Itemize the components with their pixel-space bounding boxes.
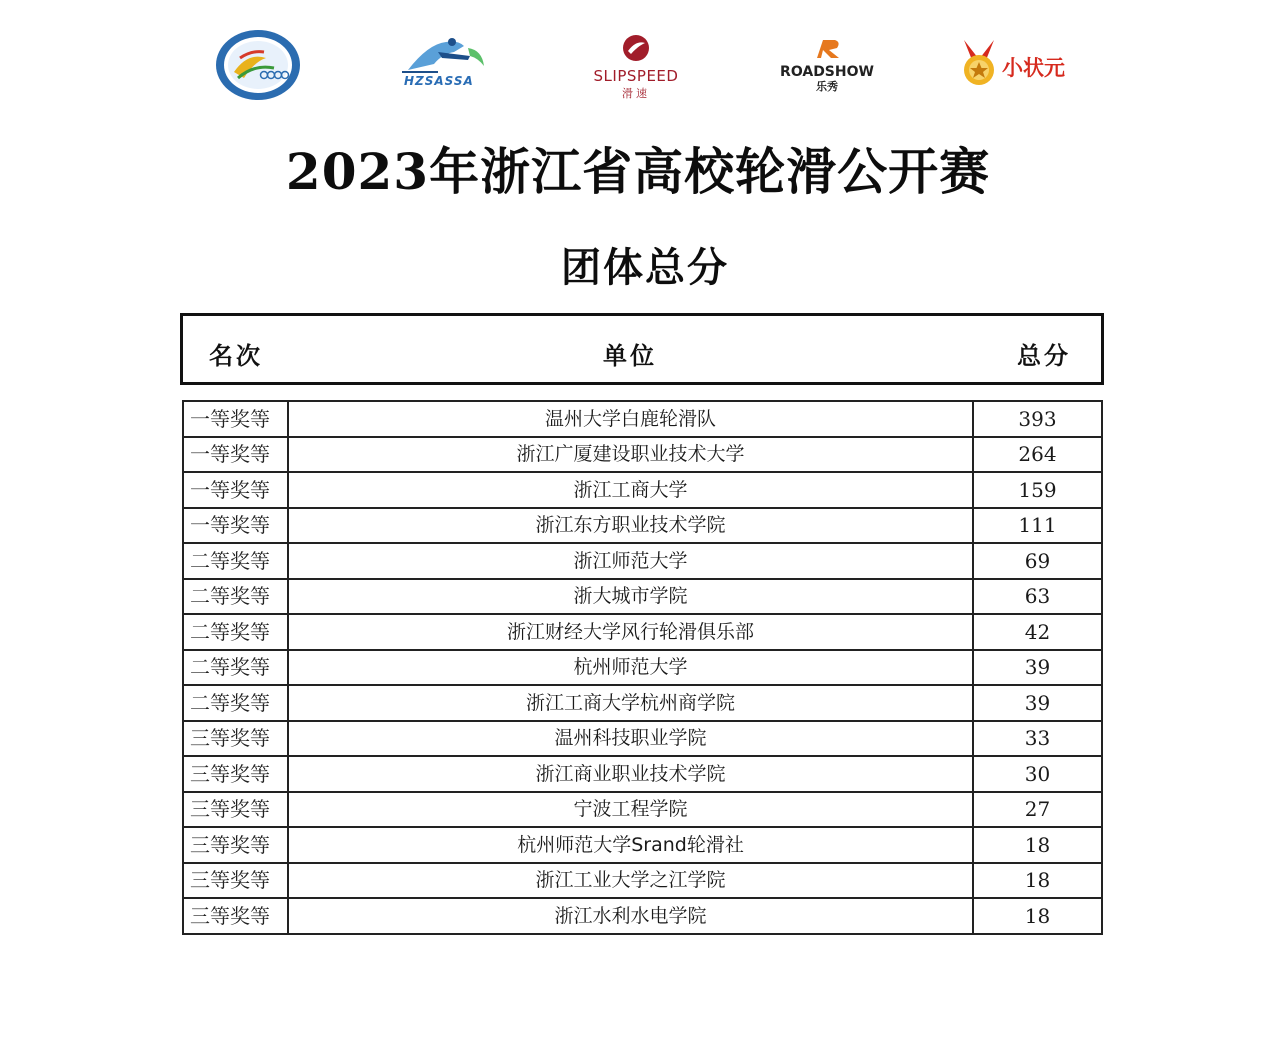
rank-cell: 二等奖等 [183,685,288,721]
table-row [183,614,1102,650]
score-cell: 264 [973,437,1102,473]
table-row [183,543,1102,579]
rank-cell: 一等奖等 [183,437,288,473]
table-row [183,863,1102,899]
table-row [183,756,1102,792]
unit-cell: 浙江东方职业技术学院 [288,508,973,544]
rank-cell: 三等奖等 [183,721,288,757]
rank-cell: 三等奖等 [183,827,288,863]
rank-cell: 一等奖等 [183,508,288,544]
roadshow-subtitle: 乐秀 [816,80,838,93]
score-cell: 27 [973,792,1102,828]
table-row [183,898,1102,934]
xiaozhuangyuan-wordmark: 小状元 [1002,56,1065,80]
table-row [183,685,1102,721]
score-cell: 33 [973,721,1102,757]
roadshow-logo [768,36,886,94]
xiaozhuangyuan-logo [958,38,1078,88]
score-cell: 39 [973,685,1102,721]
page-subtitle: 团体总分 [561,244,729,291]
table-header [180,313,1104,385]
table-row [183,650,1102,686]
slipspeed-logo [580,34,692,100]
rank-cell: 一等奖等 [183,401,288,437]
unit-cell: 浙江财经大学风行轮滑俱乐部 [288,614,973,650]
table-row [183,437,1102,473]
sponsor-logos [0,0,1276,120]
unit-cell: 杭州师范大学 [288,650,973,686]
unit-cell: 浙大城市学院 [288,579,973,615]
unit-cell: 温州科技职业学院 [288,721,973,757]
rank-cell: 三等奖等 [183,898,288,934]
unit-cell: 浙江师范大学 [288,543,973,579]
team-score-table [182,400,1103,935]
rank-cell: 三等奖等 [183,756,288,792]
unit-cell: 浙江广厦建设职业技术大学 [288,437,973,473]
rank-cell: 二等奖等 [183,650,288,686]
score-cell: 18 [973,898,1102,934]
table-row [183,579,1102,615]
table-row [183,792,1102,828]
score-cell: 39 [973,650,1102,686]
rank-cell: 二等奖等 [183,543,288,579]
header-rank: 名次 [209,341,263,370]
score-cell: 69 [973,543,1102,579]
slipspeed-subtitle: 滑速 [622,87,650,100]
rank-cell: 三等奖等 [183,792,288,828]
score-cell: 18 [973,827,1102,863]
unit-cell: 浙江水利水电学院 [288,898,973,934]
rank-cell: 二等奖等 [183,614,288,650]
hzsassa-logo [398,34,490,94]
unit-cell: 浙江工业大学之江学院 [288,863,973,899]
rank-cell: 一等奖等 [183,472,288,508]
hzsassa-wordmark: HZSASSA [404,74,474,88]
header-unit: 单位 [603,341,657,370]
unit-cell: 浙江工商大学杭州商学院 [288,685,973,721]
rank-cell: 二等奖等 [183,579,288,615]
unit-cell: 温州大学白鹿轮滑队 [288,401,973,437]
score-cell: 42 [973,614,1102,650]
score-cell: 393 [973,401,1102,437]
score-cell: 63 [973,579,1102,615]
unit-cell: 宁波工程学院 [288,792,973,828]
table-row [183,721,1102,757]
header-score: 总分 [1017,341,1071,370]
page-title: 2023年浙江省高校轮滑公开赛 [285,142,991,201]
score-cell: 30 [973,756,1102,792]
score-cell: 111 [973,508,1102,544]
rank-cell: 三等奖等 [183,863,288,899]
score-cell: 159 [973,472,1102,508]
slipspeed-wordmark: SLIPSPEED [593,67,679,85]
table-row [183,401,1102,437]
unit-cell: 浙江商业职业技术学院 [288,756,973,792]
unit-cell: 杭州师范大学Srand轮滑社 [288,827,973,863]
score-cell: 18 [973,863,1102,899]
table-row [183,827,1102,863]
table-row [183,472,1102,508]
roadshow-wordmark: ROADSHOW [780,64,874,80]
table-row [183,508,1102,544]
association-logo [214,28,302,102]
unit-cell: 浙江工商大学 [288,472,973,508]
